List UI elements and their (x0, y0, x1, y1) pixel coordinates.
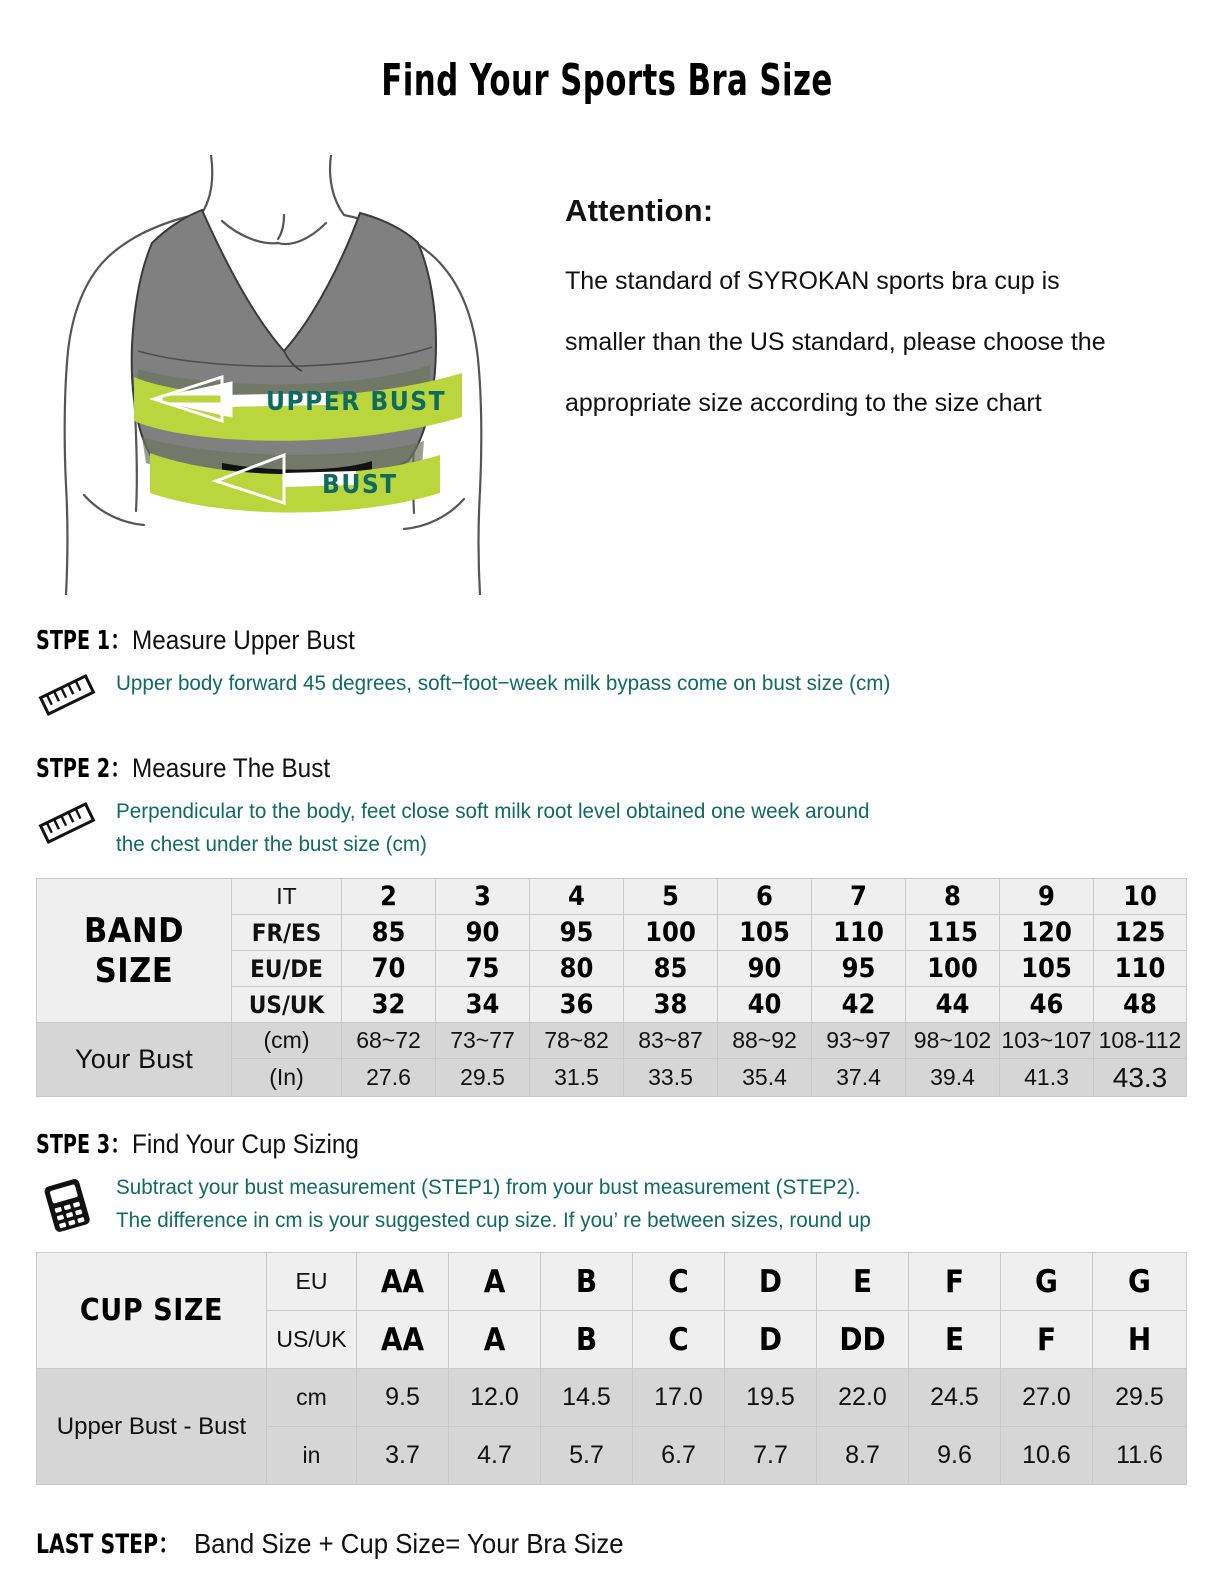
cell: 90 (436, 915, 530, 951)
attention-block (565, 193, 1145, 434)
cell: 6 (718, 879, 812, 915)
cell: 5.7 (541, 1427, 633, 1485)
cell: B (541, 1253, 633, 1311)
cell: D (725, 1311, 817, 1369)
cup-size-label: CUP SIZE (37, 1253, 267, 1369)
step-2 (36, 748, 1186, 861)
cell: 19.5 (725, 1369, 817, 1427)
cell: 14.5 (541, 1369, 633, 1427)
table-row (37, 879, 1187, 915)
band-size-table (36, 878, 1187, 1097)
cell: 40 (718, 987, 812, 1023)
cell: 110 (1094, 951, 1187, 987)
cell: 11.6 (1093, 1427, 1187, 1485)
cell: 98~102 (906, 1023, 1000, 1059)
cell: 70 (342, 951, 436, 987)
step-2-note (116, 795, 869, 861)
cell: 95 (530, 915, 624, 951)
cell: 105 (1000, 951, 1094, 987)
cell: 9 (1000, 879, 1094, 915)
step-3-note (116, 1171, 871, 1237)
step-1-note (116, 667, 890, 700)
row-unit: (cm) (232, 1023, 342, 1059)
cell: F (909, 1253, 1001, 1311)
attention-heading: Attention: (565, 193, 714, 228)
cell: C (633, 1253, 725, 1311)
cell: 36 (530, 987, 624, 1023)
step-2-kicker: STPE 2： (36, 754, 132, 784)
row-unit: in (267, 1427, 357, 1485)
row-unit: IT (232, 879, 342, 915)
cell: 9.6 (909, 1427, 1001, 1485)
last-step-text: Band Size + Cup Size= Your Bra Size (194, 1528, 624, 1559)
cell: 10.6 (1001, 1427, 1093, 1485)
row-unit: cm (267, 1369, 357, 1427)
cell: 120 (1000, 915, 1094, 951)
step-2-head (36, 748, 1186, 785)
cell: 7.7 (725, 1427, 817, 1485)
cell: AA (357, 1253, 449, 1311)
cell: H (1093, 1311, 1187, 1369)
cell: 100 (906, 951, 1000, 987)
cell: 46 (1000, 987, 1094, 1023)
hero-section (0, 155, 1214, 595)
band-size-label-line2: SIZE (94, 950, 174, 991)
cell: 29.5 (1093, 1369, 1187, 1427)
cell: 108-112 (1094, 1023, 1187, 1059)
step-1-title: Measure Upper Bust (132, 625, 356, 655)
cell: 7 (812, 879, 906, 915)
step-1-body (36, 667, 1186, 719)
table-row (37, 1023, 1187, 1059)
ruler-icon (36, 667, 98, 719)
step-2-body (36, 795, 1186, 861)
cell: 110 (812, 915, 906, 951)
cell: E (817, 1253, 909, 1311)
band-size-label (37, 879, 232, 1023)
cell: 43.3 (1094, 1059, 1187, 1097)
step-2-note-line-1: Perpendicular to the body, feet close soft milk root level obtained one week around (116, 799, 870, 823)
cell: A (449, 1311, 541, 1369)
step-3-note-line-1: Subtract your bust measurement (STEP1) from your bust measurement (STEP2). (116, 1175, 861, 1199)
cell: 85 (342, 915, 436, 951)
step-3-head (36, 1124, 1186, 1161)
row-unit: EU (267, 1253, 357, 1311)
your-bust-label: Your Bust (37, 1023, 232, 1097)
cell: 17.0 (633, 1369, 725, 1427)
cell: 115 (906, 915, 1000, 951)
cell: 2 (342, 879, 436, 915)
bust-label: BUST (322, 470, 398, 500)
cell: 29.5 (436, 1059, 530, 1097)
table-row (37, 1253, 1187, 1311)
ruler-icon (36, 795, 98, 847)
step-3-note-line-2: The difference in cm is your suggested cup size. If you’ re between sizes, round up (116, 1208, 871, 1232)
upper-bust-minus-bust-label: Upper Bust - Bust (37, 1369, 267, 1485)
table-row (37, 1369, 1187, 1427)
cell: 68~72 (342, 1023, 436, 1059)
cell: 35.4 (718, 1059, 812, 1097)
cell: D (725, 1253, 817, 1311)
cell: 34 (436, 987, 530, 1023)
row-unit: (In) (232, 1059, 342, 1097)
cell: 42 (812, 987, 906, 1023)
cell: 4 (530, 879, 624, 915)
cell: DD (817, 1311, 909, 1369)
cell: AA (357, 1311, 449, 1369)
cell: 12.0 (449, 1369, 541, 1427)
cell: 78~82 (530, 1023, 624, 1059)
cell: 10 (1094, 879, 1187, 915)
cell: 39.4 (906, 1059, 1000, 1097)
cell: 88~92 (718, 1023, 812, 1059)
band-size-label-line1: BAND (84, 910, 184, 951)
attention-body: The standard of SYROKAN sports bra cup is smaller than the US standard, please choose the appropriate size according to the size chart (565, 267, 1106, 417)
step-1-note-line-1: Upper body forward 45 degrees, soft−foot−week milk bypass come on bust size (cm) (116, 671, 891, 695)
cell: 93~97 (812, 1023, 906, 1059)
cell: 103~107 (1000, 1023, 1094, 1059)
step-3-kicker: STPE 3： (36, 1130, 132, 1160)
sports-bra-graphic (132, 210, 436, 485)
cell: 33.5 (624, 1059, 718, 1097)
cell: A (449, 1253, 541, 1311)
cell: 3.7 (357, 1427, 449, 1485)
cell: B (541, 1311, 633, 1369)
cell: 27.6 (342, 1059, 436, 1097)
cell: 5 (624, 879, 718, 915)
cell: 105 (718, 915, 812, 951)
cell: 83~87 (624, 1023, 718, 1059)
page-title: Find Your Sports Bra Size (381, 55, 833, 106)
cell: 31.5 (530, 1059, 624, 1097)
cell: G (1001, 1253, 1093, 1311)
upper-bust-label: UPPER BUST (266, 387, 447, 417)
cell: 27.0 (1001, 1369, 1093, 1427)
cell: 24.5 (909, 1369, 1001, 1427)
cell: G (1093, 1253, 1187, 1311)
cell: 44 (906, 987, 1000, 1023)
cell: E (909, 1311, 1001, 1369)
step-1 (36, 620, 1186, 719)
step-2-note-line-2: the chest under the bust size (cm) (116, 832, 427, 856)
cell: F (1001, 1311, 1093, 1369)
row-unit: EU/DE (232, 951, 342, 987)
measurement-illustration (26, 155, 546, 595)
cell: 125 (1094, 915, 1187, 951)
step-3-body (36, 1171, 1186, 1237)
row-unit: US/UK (267, 1311, 357, 1369)
cell: 32 (342, 987, 436, 1023)
step-3-title: Find Your Cup Sizing (132, 1129, 360, 1159)
cell: 90 (718, 951, 812, 987)
last-step (36, 1522, 661, 1561)
cell: 8.7 (817, 1427, 909, 1485)
cell: 85 (624, 951, 718, 987)
cell: 38 (624, 987, 718, 1023)
cell: 4.7 (449, 1427, 541, 1485)
cell: 95 (812, 951, 906, 987)
row-unit: US/UK (232, 987, 342, 1023)
cell: 100 (624, 915, 718, 951)
calculator-icon (36, 1171, 98, 1235)
row-unit: FR/ES (232, 915, 342, 951)
cell: 80 (530, 951, 624, 987)
step-3 (36, 1124, 1186, 1237)
cell: 73~77 (436, 1023, 530, 1059)
cell: 48 (1094, 987, 1187, 1023)
cell: 8 (906, 879, 1000, 915)
cell: C (633, 1311, 725, 1369)
cell: 9.5 (357, 1369, 449, 1427)
cell: 37.4 (812, 1059, 906, 1097)
cell: 75 (436, 951, 530, 987)
step-2-title: Measure The Bust (132, 753, 331, 783)
step-1-head (36, 620, 1186, 657)
cell: 22.0 (817, 1369, 909, 1427)
cell: 6.7 (633, 1427, 725, 1485)
cell: 3 (436, 879, 530, 915)
cell: 41.3 (1000, 1059, 1094, 1097)
cup-size-table (36, 1252, 1187, 1485)
step-1-kicker: STPE 1： (36, 626, 132, 656)
last-step-kicker: LAST STEP： (36, 1529, 181, 1560)
